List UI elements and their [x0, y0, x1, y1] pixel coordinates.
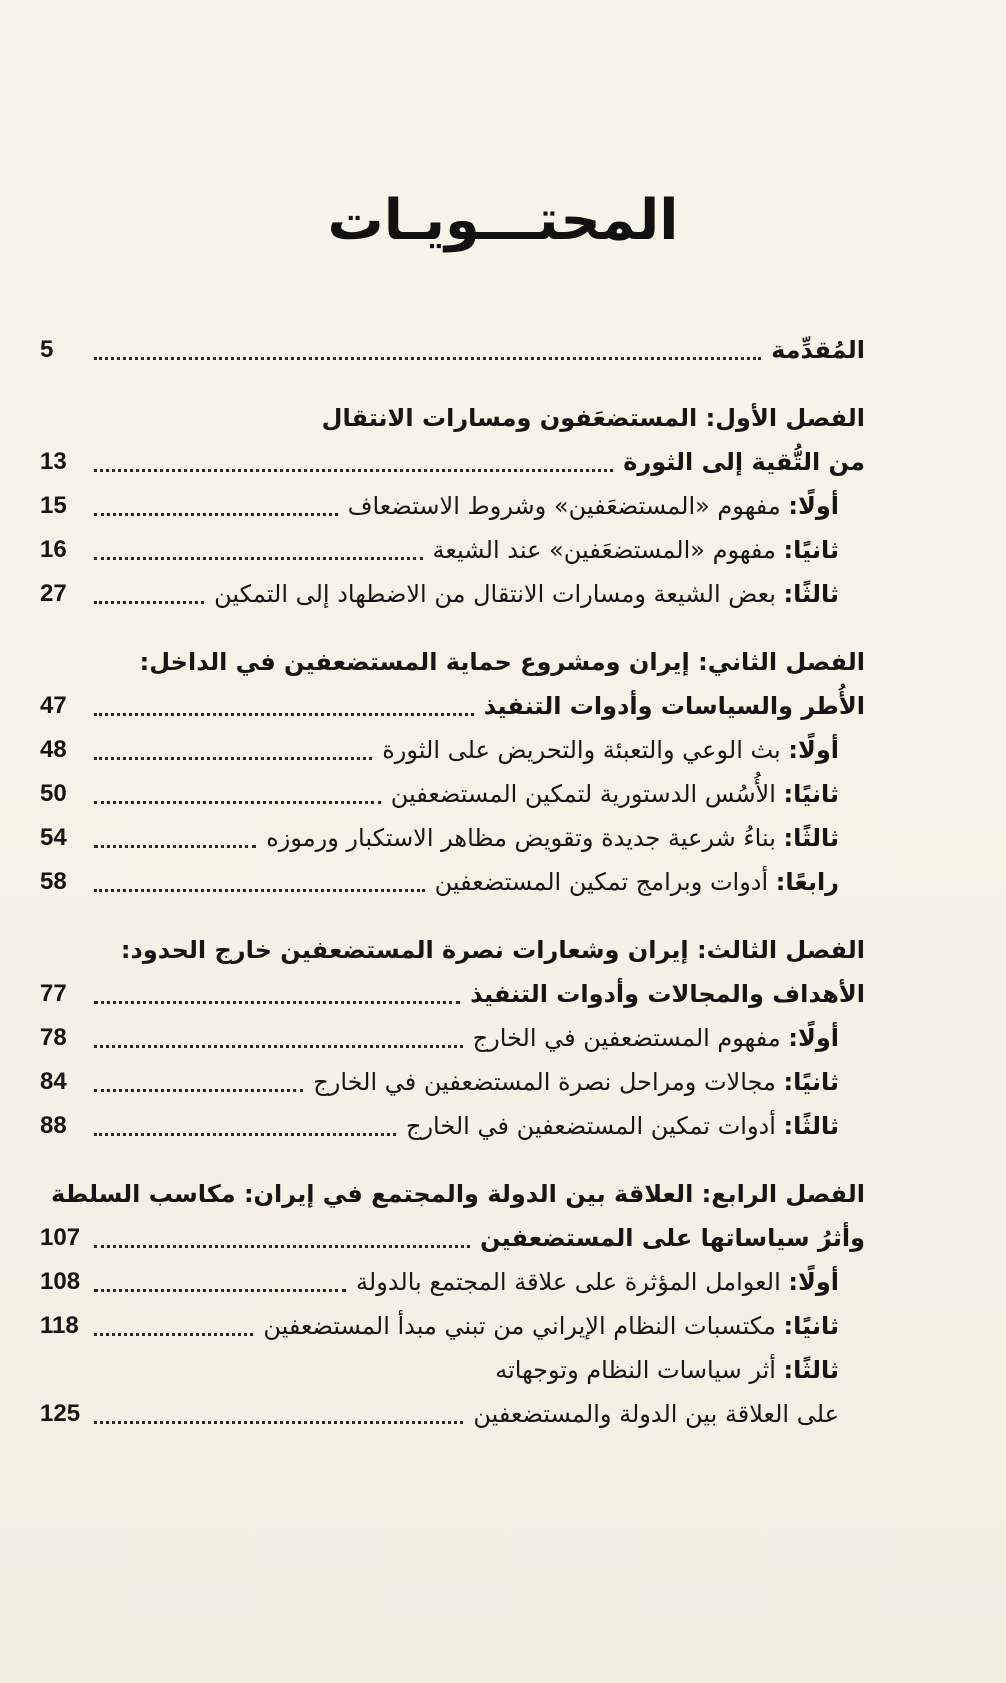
toc-entry-lead: ثانيًا:	[783, 1068, 839, 1096]
toc-page-number: 58	[40, 868, 67, 895]
toc-entry-title	[771, 328, 865, 372]
dot-leader	[94, 1245, 470, 1248]
toc-entry	[40, 572, 865, 616]
toc-entry	[40, 816, 865, 860]
toc-page-number: 15	[40, 492, 67, 519]
dot-leader	[94, 1045, 463, 1048]
toc-entry-text: بعض الشيعة ومسارات الانتقال من الاضطهاد إلى التمكين	[214, 580, 784, 608]
toc-entry	[40, 440, 865, 484]
toc-entry-text: الفصل الرابع: العلاقة بين الدولة والمجتمع في إيران: مكاسب السلطة	[51, 1180, 865, 1208]
toc-entry-title	[435, 860, 839, 904]
toc-page-number: 54	[40, 824, 67, 851]
toc-page-number: 50	[40, 780, 67, 807]
toc-entry-text: أدوات تمكين المستضعفين في الخارج	[405, 1112, 784, 1140]
toc-entry-text: العوامل المؤثرة على علاقة المجتمع بالدولة	[356, 1268, 789, 1296]
toc-page-number: 78	[40, 1024, 67, 1051]
toc-entry	[40, 860, 865, 904]
toc-entry-text: أثر سياسات النظام وتوجهاته	[495, 1356, 784, 1384]
toc-entry-text: بث الوعي والتعبئة والتحريض على الثورة	[382, 736, 789, 764]
toc-entry-title	[391, 772, 839, 816]
toc-entry	[40, 1060, 865, 1104]
toc-entry-title	[348, 484, 839, 528]
toc-entry-text: من التُّقية إلى الثورة	[623, 448, 865, 476]
toc-entry	[40, 1392, 865, 1436]
toc-entry-text: مفهوم «المستضعَفين» وشروط الاستضعاف	[347, 492, 789, 520]
toc-entry-lead: أولًا:	[788, 736, 839, 764]
toc-entry-lead: ثانيًا:	[783, 1312, 839, 1340]
toc-entry-lead: أولًا:	[788, 492, 839, 520]
toc-entry-lead: أولًا:	[788, 1268, 839, 1296]
toc-entry	[40, 396, 865, 440]
toc-entry-lead: ثالثًا:	[783, 824, 839, 852]
toc-entry	[40, 684, 865, 728]
dot-leader	[94, 845, 256, 848]
toc-entry-title	[313, 1060, 839, 1104]
toc-entry-text: الأُسُس الدستورية لتمكين المستضعفين	[390, 780, 784, 808]
toc-page-number: 107	[40, 1224, 81, 1251]
toc-entry-title	[356, 1260, 839, 1304]
toc-entry	[40, 1216, 865, 1260]
toc-entry	[40, 1348, 865, 1392]
dot-leader	[94, 801, 381, 804]
toc-entry-lead: أولًا:	[788, 1024, 839, 1052]
toc-page-number: 48	[40, 736, 67, 763]
toc-entry-text: المُقدِّمة	[771, 336, 865, 364]
toc-entry	[40, 328, 865, 372]
toc-entry	[40, 1172, 865, 1216]
toc-entry-title	[406, 1104, 839, 1148]
toc-entry	[40, 972, 865, 1016]
toc-page-number: 5	[40, 336, 54, 363]
toc-entry-lead: ثالثًا:	[783, 1356, 839, 1384]
toc-entry-text: بناءُ شرعية جديدة وتقويض مظاهر الاستكبار ورموزه	[266, 824, 784, 852]
dot-leader	[94, 1289, 346, 1292]
dot-leader	[94, 1133, 396, 1136]
toc-entry-text: أدوات وبرامج تمكين المستضعفين	[434, 868, 776, 896]
toc-page-number: 77	[40, 980, 67, 1007]
dot-leader	[94, 601, 204, 604]
toc-entry-lead: ثالثًا:	[783, 580, 839, 608]
toc-page-number: 88	[40, 1112, 67, 1139]
dot-leader	[94, 1333, 253, 1336]
toc-entry-text: الفصل الأول: المستضعَفون ومسارات الانتقال	[321, 404, 865, 432]
toc-entry	[40, 1104, 865, 1148]
toc-entry-title	[322, 396, 865, 440]
toc-entry-text: الأهداف والمجالات وأدوات التنفيذ	[470, 980, 865, 1008]
toc-entry-text: مجالات ومراحل نصرة المستضعفين في الخارج	[313, 1068, 784, 1096]
dot-leader	[94, 1001, 460, 1004]
dot-leader	[94, 889, 425, 892]
toc-entry-title	[484, 684, 865, 728]
dot-leader	[94, 357, 761, 360]
dot-leader	[94, 713, 474, 716]
toc-entry-lead: رابعًا:	[775, 868, 839, 896]
toc-entry	[40, 1304, 865, 1348]
toc-page-number: 84	[40, 1068, 67, 1095]
dot-leader	[94, 513, 338, 516]
toc-entry-text: مفهوم «المستضعَفين» عند الشيعة	[432, 536, 784, 564]
toc-entry-lead: ثانيًا:	[783, 536, 839, 564]
toc-entry	[40, 1016, 865, 1060]
toc-entry-title	[433, 528, 839, 572]
toc-page-number: 13	[40, 448, 67, 475]
toc-entry-title	[214, 572, 839, 616]
toc-entry-title	[473, 1392, 839, 1436]
toc-entry	[40, 728, 865, 772]
toc-entry-title	[480, 1216, 865, 1260]
table-of-contents	[40, 328, 865, 1436]
toc-entry-text: على العلاقة بين الدولة والمستضعفين	[473, 1400, 839, 1428]
toc-entry-lead: ثالثًا:	[783, 1112, 839, 1140]
toc-entry-text: الفصل الثالث: إيران وشعارات نصرة المستضعفين خارج الحدود:	[120, 936, 865, 964]
dot-leader	[94, 557, 423, 560]
toc-entry	[40, 640, 865, 684]
toc-entry-text: وأثرُ سياساتها على المستضعفين	[480, 1224, 865, 1252]
dot-leader	[94, 757, 372, 760]
toc-entry-title	[495, 1348, 839, 1392]
toc-entry	[40, 928, 865, 972]
toc-entry-lead: ثانيًا:	[783, 780, 839, 808]
toc-entry-title	[266, 816, 839, 860]
dot-leader	[94, 1089, 303, 1092]
toc-entry-text: مكتسبات النظام الإيراني من تبني مبدأ المستضعفين	[263, 1312, 784, 1340]
toc-entry	[40, 528, 865, 572]
toc-entry-title	[140, 640, 865, 684]
toc-entry	[40, 772, 865, 816]
toc-entry-title	[382, 728, 839, 772]
dot-leader	[94, 1421, 463, 1424]
toc-page-number: 16	[40, 536, 67, 563]
toc-page-number: 118	[40, 1312, 79, 1339]
dot-leader	[94, 469, 613, 472]
toc-entry	[40, 484, 865, 528]
toc-page-number: 108	[40, 1268, 81, 1295]
page-title: المحتـــويـات	[327, 188, 679, 253]
toc-entry-title	[470, 972, 865, 1016]
toc-entry-text: الأُطر والسياسات وأدوات التنفيذ	[483, 692, 865, 720]
toc-entry-title	[51, 1172, 865, 1216]
toc-entry-title	[473, 1016, 839, 1060]
toc-page-number: 27	[40, 580, 67, 607]
toc-page-number: 125	[40, 1400, 81, 1427]
toc-entry	[40, 1260, 865, 1304]
toc-entry-title	[623, 440, 865, 484]
toc-entry-title	[121, 928, 865, 972]
toc-entry-text: مفهوم المستضعفين في الخارج	[472, 1024, 789, 1052]
toc-entry-text: الفصل الثاني: إيران ومشروع حماية المستضعفين في الداخل:	[139, 648, 865, 676]
toc-page-number: 47	[40, 692, 67, 719]
toc-entry-title	[263, 1304, 839, 1348]
